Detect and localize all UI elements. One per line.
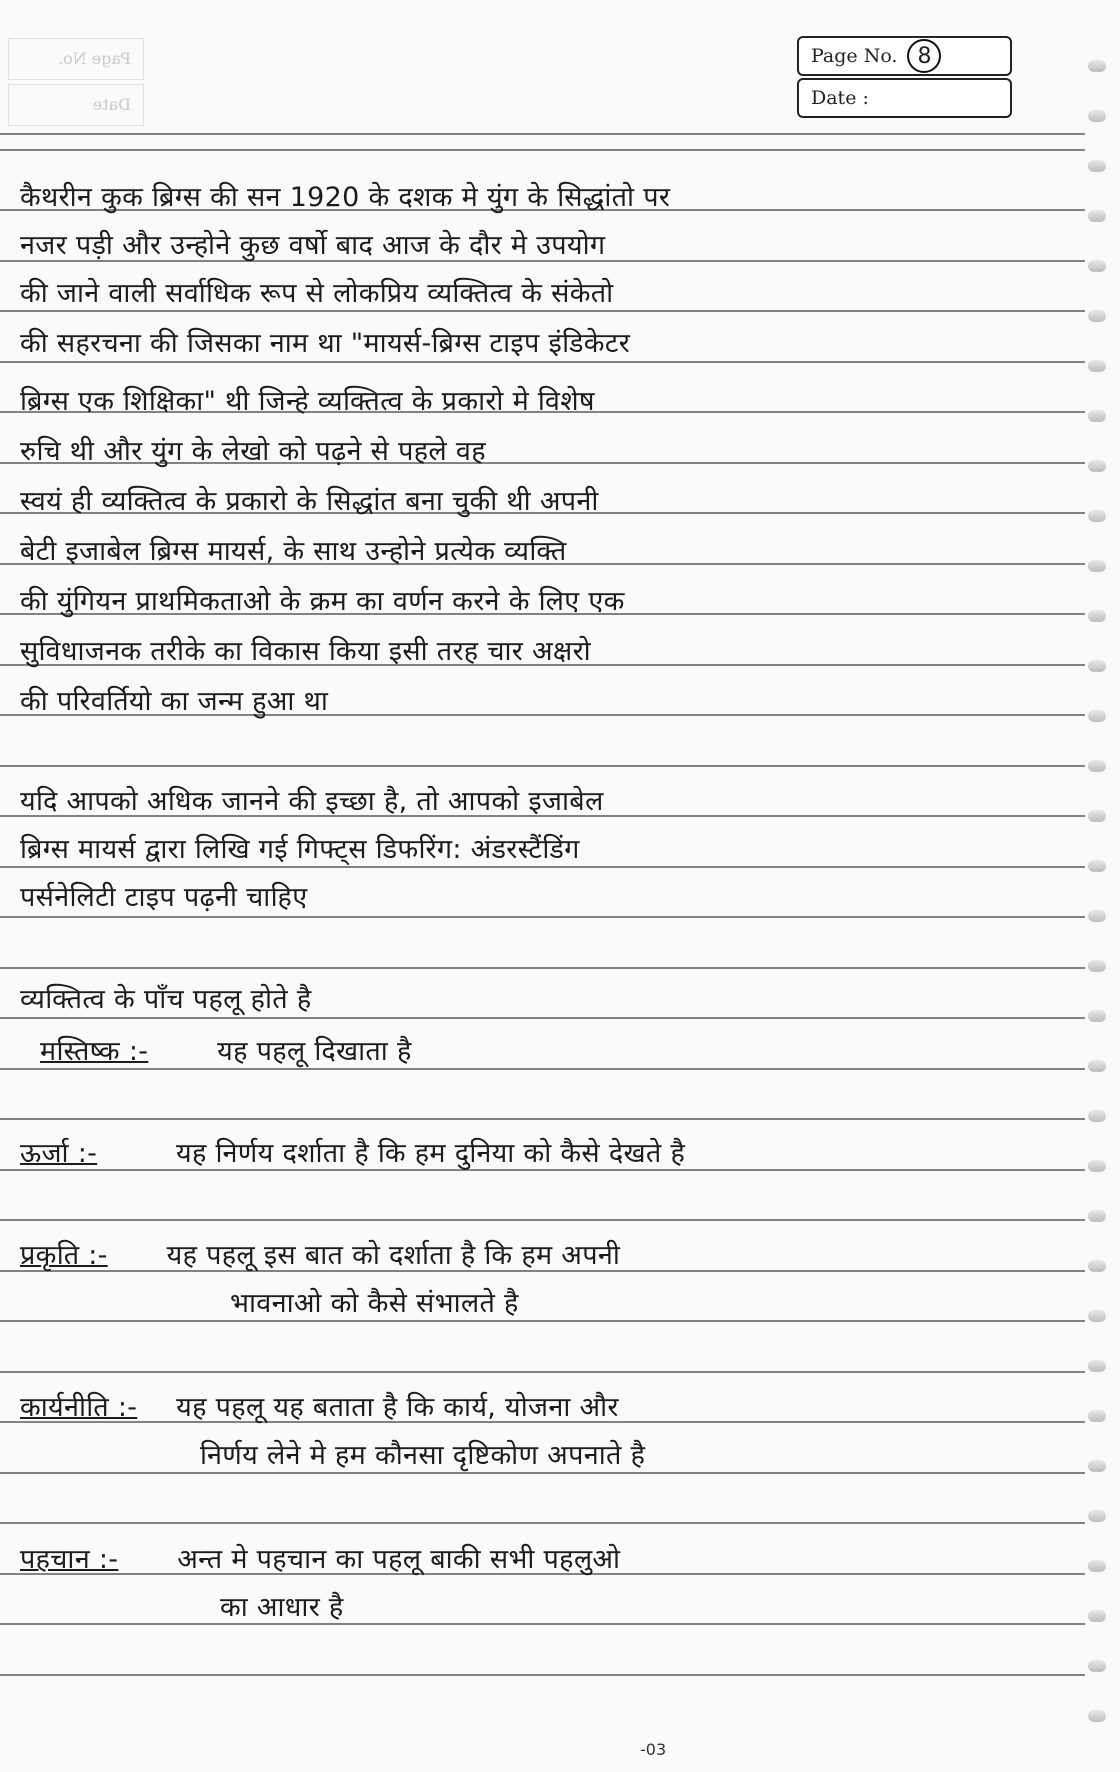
binding-hole <box>1088 1560 1106 1572</box>
binding-hole <box>1088 1160 1106 1172</box>
binding-hole <box>1088 760 1106 772</box>
binding-hole <box>1088 260 1106 272</box>
aspect-text: अन्त मे पहचान का पहलू बाकी सभी पहलुओ <box>177 1544 621 1575</box>
binding-hole <box>1088 60 1106 72</box>
aspect-text: यह निर्णय दर्शाता है कि हम दुनिया को कैसे देखते है <box>176 1138 686 1169</box>
text-line: बेटी इजाबेल ब्रिग्स मायर्स, के साथ उन्होने प्रत्येक व्यक्ति <box>20 536 567 567</box>
text-line: सुविधाजनक तरीके का विकास किया इसी तरह चार अक्षरो <box>20 636 591 667</box>
heading-pehchan: पहचान :- <box>20 1544 119 1575</box>
text-line: व्यक्तित्व के पाँच पहलू होते है <box>20 984 312 1015</box>
ghost-page-label: Page No. <box>8 38 144 80</box>
binding-hole <box>1088 1010 1106 1022</box>
text-line: की युंगियन प्राथमिकताओ के क्रम का वर्णन करने के लिए एक <box>20 586 625 617</box>
binding-hole <box>1088 1510 1106 1522</box>
show-through-header <box>8 38 144 130</box>
binding-hole <box>1088 510 1106 522</box>
binding-hole <box>1088 1110 1106 1122</box>
page-number-label: Page No. <box>811 45 898 67</box>
text-line: यदि आपको अधिक जानने की इच्छा है, तो आपको इजाबेल <box>20 786 604 817</box>
heading-prakriti: प्रकृति :- <box>20 1240 108 1271</box>
text-line: की जाने वाली सर्वाधिक रूप से लोकप्रिय व्यक्तित्व के संकेतो <box>20 278 614 309</box>
text-line: रुचि थी और युंग के लेखो को पढ़ने से पहले वह <box>20 436 486 467</box>
heading-mastishk: मस्तिष्क :- <box>40 1036 149 1067</box>
binding-hole <box>1088 860 1106 872</box>
ghost-date-label: Date <box>8 84 144 126</box>
heading-karyaniti: कार्यनीति :- <box>20 1392 138 1423</box>
binding-hole <box>1088 1460 1106 1472</box>
binding-hole <box>1088 960 1106 972</box>
binding-hole <box>1088 310 1106 322</box>
binding-hole <box>1088 610 1106 622</box>
binding-hole <box>1088 160 1106 172</box>
aspect-text: यह पहलू दिखाता है <box>217 1036 412 1067</box>
heading-urja: ऊर्जा :- <box>20 1138 98 1169</box>
binding-hole <box>1088 1710 1106 1722</box>
binding-hole <box>1088 1310 1106 1322</box>
aspect-pehchan <box>20 1538 620 1582</box>
binding-hole <box>1088 1660 1106 1672</box>
binding-hole <box>1088 660 1106 672</box>
aspect-text: यह पहलू इस बात को दर्शाता है कि हम अपनी <box>166 1240 621 1271</box>
binding-hole <box>1088 1610 1106 1622</box>
text-line: ब्रिग्स एक शिक्षिका" थी जिन्हे व्यक्तित्व के प्रकारो मे विशेष <box>20 386 595 417</box>
binding-hole <box>1088 810 1106 822</box>
aspect-karyaniti <box>20 1386 619 1430</box>
binding-hole <box>1088 710 1106 722</box>
aspect-mastishk <box>40 1030 412 1074</box>
text-line: का आधार है <box>220 1592 344 1623</box>
text-line: की परिवर्तियो का जन्म हुआ था <box>20 686 329 717</box>
text-line: कैथरीन कुक ब्रिग्स की सन 1920 के दशक मे युंग के सिद्धांतो पर <box>20 182 671 213</box>
aspect-prakriti <box>20 1234 620 1278</box>
text-line: पर्सनेलिटी टाइप पढ़नी चाहिए <box>20 882 308 913</box>
binding-hole <box>1088 110 1106 122</box>
date-label: Date : <box>811 87 869 109</box>
binding-hole <box>1088 910 1106 922</box>
binding-hole <box>1088 1260 1106 1272</box>
footer-mark: -03 <box>640 1740 667 1759</box>
aspect-text: यह पहलू यह बताता है कि कार्य, योजना और <box>176 1392 619 1423</box>
page-number-box <box>797 36 1012 76</box>
text-line: निर्णय लेने मे हम कौनसा दृष्टिकोण अपनाते है <box>200 1440 646 1471</box>
text-line: की सहरचना की जिसका नाम था "मायर्स-ब्रिग्स टाइप इंडिकेटर <box>20 328 631 359</box>
page-number-value: 8 <box>907 39 941 73</box>
binding-hole <box>1088 210 1106 222</box>
binding-hole <box>1088 410 1106 422</box>
binding-holes <box>1080 0 1120 1772</box>
binding-hole <box>1088 360 1106 372</box>
binding-hole <box>1088 560 1106 572</box>
aspect-urja <box>20 1132 685 1176</box>
text-line: नजर पड़ी और उन्होने कुछ वर्षो बाद आज के दौर मे उपयोग <box>20 230 606 261</box>
binding-hole <box>1088 460 1106 472</box>
text-line: भावनाओ को कैसे संभालते है <box>230 1288 519 1319</box>
text-line: ब्रिग्स मायर्स द्वारा लिखि गई गिफ्ट्स डिफरिंग: अंडरस्टैंडिंग <box>20 834 580 865</box>
binding-hole <box>1088 1410 1106 1422</box>
text-line: स्वयं ही व्यक्तित्व के प्रकारो के सिद्धांत बना चुकी थी अपनी <box>20 486 599 517</box>
date-box <box>797 78 1012 118</box>
binding-hole <box>1088 1060 1106 1072</box>
binding-hole <box>1088 1210 1106 1222</box>
binding-hole <box>1088 1360 1106 1372</box>
